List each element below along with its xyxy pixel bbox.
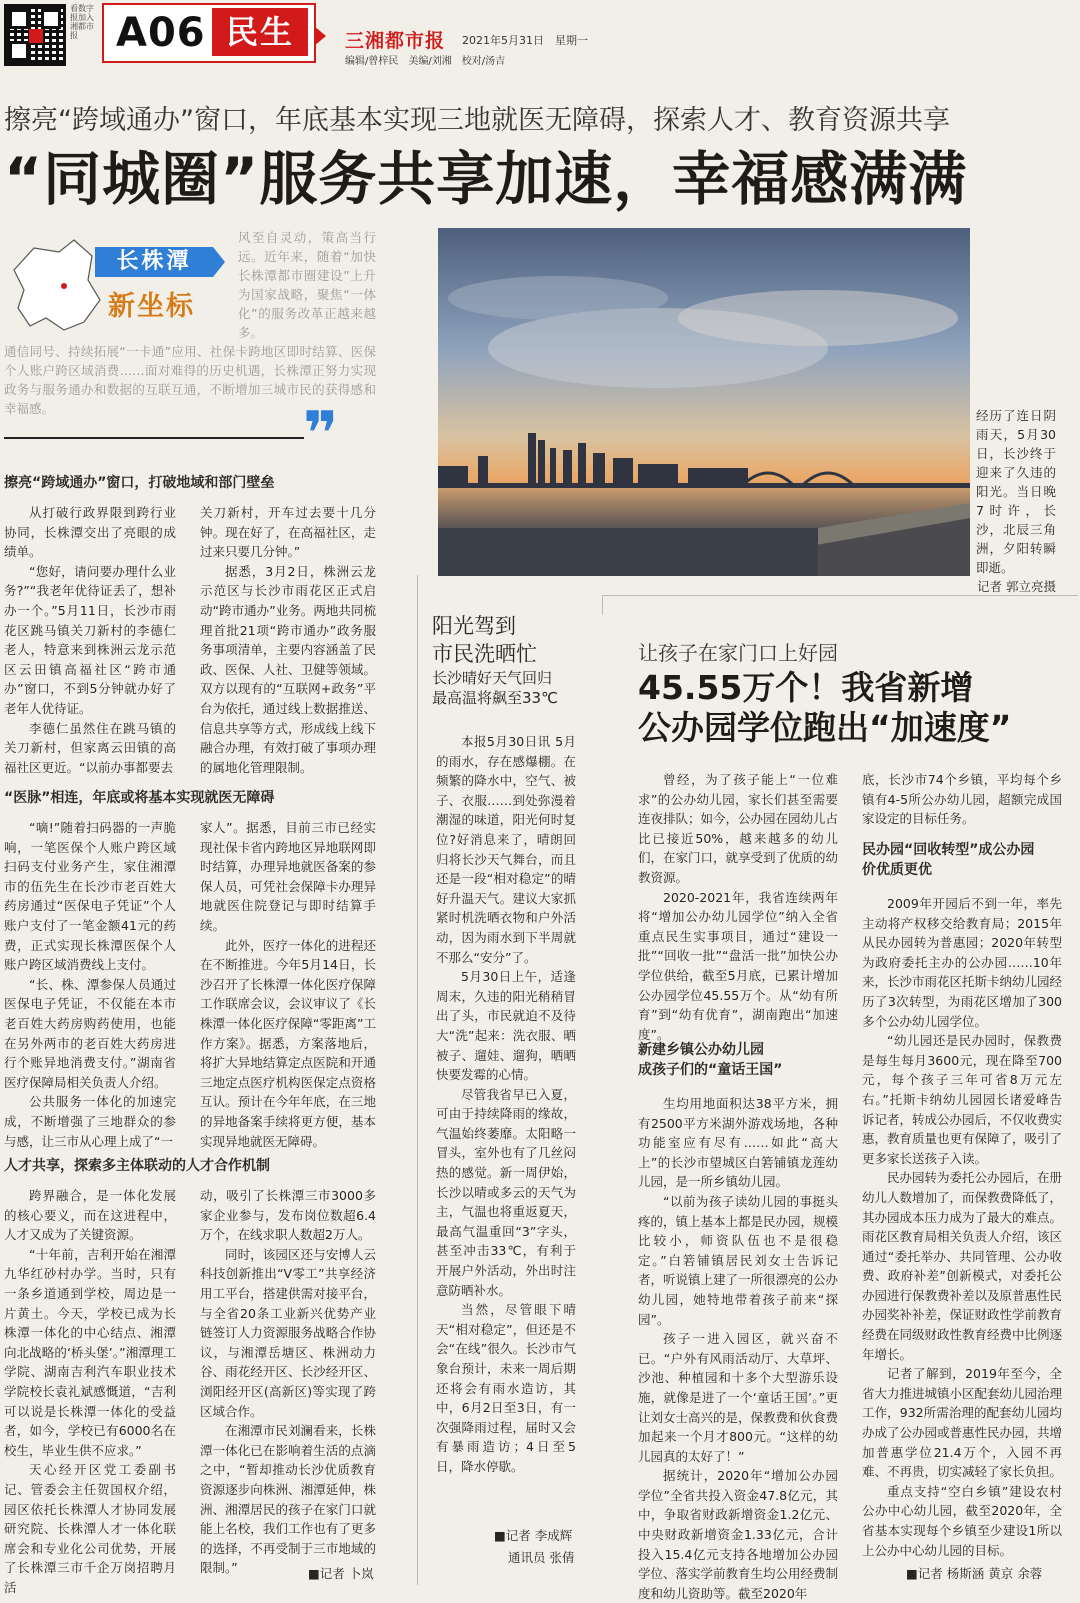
sunset-city-photo[interactable]	[438, 228, 970, 576]
kinder-kicker: 让孩子在家门口上好园	[638, 641, 838, 665]
paragraph: 民办园转为委托公办园后，在册幼儿人数增加了，而保教费降低了，其办园成本压力成为了最大的难点。雨花区教育局相关负责人介绍，该区通过“委托举办、共同管理、公办收费、政府补差”创新模式，对委托公办园进行保教费补差以及原普惠性民办园奖补补差，保证财政性学前教育经费在同级财政性教育经费中比例逐年增长。	[862, 1170, 1063, 1362]
section-label: 民生	[212, 8, 308, 56]
weather-byline2: 通讯员 张倩	[508, 1550, 575, 1565]
paragraph: 曾经，为了孩子能上“一位难求”的公办幼儿园，家长们甚至需要连夜排队；如今，公办园在园幼儿占比已接近50%，越来越多的幼儿们，在家门口，就享受到了优质的幼教资源。	[638, 772, 839, 885]
kinder-headline	[638, 668, 1011, 748]
section1-col-b	[200, 503, 376, 778]
weather-body	[436, 732, 576, 1512]
paragraph: 据悉，3月2日，株洲云龙示范区与长沙市雨花区正式启动“跨市通办”业务。两地共同梳理首批21项“跨市通办”政务服务事项清单，主要内容涵盖了民政、医保、人社、卫健等领域。双方以现有的“互联网+政务”平台为依托，通过线上数据推送、信息共享等方式，形成线上线下融合办理，有效打破了事项办理的属地化管理限制。	[200, 563, 376, 775]
qr-code[interactable]	[4, 4, 66, 66]
lede-part2: 通信同号、持续拓展“一卡通”应用、社保卡跨地区即时结算、医保个人账户跨区域消费……面对难得的历史机遇，长株潭正努力实现政务与服务通办和数据的互联互通，不断增加三城市民的获得感和幸福感。	[4, 344, 376, 416]
qr-side-text: 看数字报加入湘都市报	[70, 4, 94, 40]
paragraph: 天心经开区党工委副书记、管委会主任贺国权介绍，园区依托长株潭人才协同发展研究院、长株潭人才一体化联席会和专业化公司优势，开展了长株潭三市千企万岗招聘月活	[4, 1462, 176, 1595]
kinder-byline: ■记者 杨斯涵 黄京 余蓉	[906, 1566, 1043, 1581]
quote-icon: ❞	[303, 399, 339, 469]
staff-credits: 编辑/曾梓民 美编/刘湘 校对/汤吉	[345, 56, 506, 67]
paragraph: 生均用地面积达38平方米，拥有2500平方米湖外游戏场地，各种功能室应有尽有……如此“高大上”的长沙市望城区白箬铺镇龙莲幼儿园，是一所乡镇幼儿园。	[638, 1096, 838, 1190]
tag-arrow-icon	[213, 247, 225, 277]
paragraph: 尽管我省早已入夏，可由于持续降雨的缘故，气温始终萎靡。太阳略一冒头，室外也有了几丝闷热的感觉。新一周伊始，长沙以晴或多云的天气为主，气温也将重返夏天，最高气温重回“3”字头，甚至冲击33℃，有利于开展户外活动，外出时注意防晒补水。	[436, 1086, 576, 1298]
headline-kicker: 擦亮“跨域通办”窗口，年底基本实现三地就医无障碍，探索人才、教育资源共享	[4, 105, 950, 136]
paragraph: 5月30日上午，适逢周末，久违的阳光稍稍冒出了头，市民就迫不及待大“洗”起来：洗衣服、晒被子、遛娃、遛狗，晒晒快要发霉的心情。	[436, 969, 576, 1083]
paragraph: “您好，请问要办理什么业务?”“我老年优待证丢了，想补办一个。”5月11日，长沙市雨花区跳马镇关刀新村的李德仁老人，特意来到株洲云龙示范区云田镇高福社区“跨市通办”窗口，不到5分钟就办好了老年人优待证。	[4, 563, 176, 716]
arrow-icon	[314, 26, 326, 46]
paragraph: 底，长沙市74个乡镇，平均每个乡镇有4-5所公办幼儿园，超额完成国家设定的目标任务。	[862, 772, 1062, 827]
kinder-subhead2: 民办园“回收转型”成公办园 价优质更优	[862, 842, 1035, 878]
section2-col-b	[200, 818, 376, 1149]
paragraph: 本报5月30日讯 5月的雨水，存在感爆棚。在频繁的降水中，空气、被子、衣服……到处弥漫着潮湿的味道，阳光何时复位?好消息来了，晴朗回归将长沙天气舞台，而且还是一段“相对稳定”的晴好升温天气。建议大家抓紧时机洗晒衣物和户外活动，因为雨水到下半周就不那么“安分”了。	[436, 734, 576, 965]
kinder-col-b	[862, 770, 1062, 830]
topic-tag-line1: 长株潭	[95, 247, 213, 277]
photo-caption	[976, 406, 1056, 596]
paragraph: 跨界融合，是一体化发展的核心要义，而在这进程中，人才又成为了关键资源。	[4, 1188, 176, 1243]
paragraph: 在湘潭市民刘澜看来，长株潭一体化已在影响着生活的点滴之中，“暂却推动长沙优质教育资源逐步向株洲、湘潭延伸，株洲、湘潭居民的孩子在家门口就能上名校，我们工作也有了更多的选择，不再受制于三市地域的限制。”	[200, 1423, 376, 1576]
divider	[417, 575, 418, 1585]
section1-title: 擦亮“跨域通办”窗口，打破地域和部门壁垒	[4, 475, 275, 491]
weather-deck-line1: 长沙晴好天气回归	[432, 669, 553, 687]
paragraph: 此外，医疗一体化的进程还在不断推进。今年5月14日，长沙召开了长株潭一体化医疗保障工作联席会议，会议审议了《长株潭一体化医疗保障“零距离”工作方案》。据悉，方案落地后，将扩大异地结算定点医院和开通三地定点医疗机构医保定点资格互认。预计在今年年底，在三地的异地备案手续将更方便，基本实现异地就医无障碍。	[200, 937, 376, 1149]
section3-title: 人才共享，探索多主体联动的人才合作机制	[4, 1158, 270, 1174]
paragraph: 重点支持“空白乡镇”建设农村公办中心幼儿园，截至2020年，全省基本实现每个乡镇至少建设1所以上公办中心幼儿园的目标。	[862, 1483, 1062, 1558]
paragraph: “以前为孩子读幼儿园的事挺头疼的，镇上基本上都是民办园，规模比较小，师资队伍也不是很稳定。”白箬铺镇居民刘女士告诉记者，听说镇上建了一所很漂亮的公办幼儿园，她特地带着孩子前来“探园”。	[638, 1193, 839, 1327]
paragraph: 公共服务一体化的加速完成，不断增强了三地群众的参与感，让三市从心理上成了“一	[4, 1094, 176, 1149]
page-number: A06	[116, 10, 206, 56]
page-title: “同城圈”服务共享加速，幸福感满满	[4, 145, 968, 213]
paragraph: “幼儿园还是民办园时，保教费是每生每月3600元，现在降至700元，每个孩子三年可省8万元左右。”托斯卡纳幼儿园园长诸爱峰告诉记者，转成公办园后，不仅收费实惠，教育质量也更有保障了，吸引了更多家长送孩子入读。	[862, 1033, 1063, 1166]
kinder-headline-line2: 公办园学位跑出“加速度”	[638, 708, 1012, 747]
paragraph: 2020-2021年，我省连续两年将“增加公办幼儿园学位”纳入全省重点民生实事项目，通过“建设一批”“回收一批”“盘活一批”加快公办学位供给，截至5月底，已累计增加公办园学位45.55万个。从“幼有所育”到“幼有优育”，湖南跑出“加速度”。	[638, 889, 838, 1042]
weather-title-line2: 市民洗晒忙	[432, 642, 537, 666]
paragraph: 记者了解到，2019年至今，全省大力推进城镇小区配套幼儿园治理工作，932所需治理的配套幼儿园均办成了公办园或普惠性民办园，共增加普惠学位21.4万个，入园不再难、不再贵，切实减轻了家长负担。	[862, 1366, 1063, 1480]
section3-col-a	[4, 1186, 176, 1595]
paragraph: “嘀!”随着扫码器的一声脆响，一笔医保个人账户跨区域扫码支付业务产生，家住湘潭市的伍先生在长沙市老百姓大药房通过“医保电子凭证”个人账户支付了一笔金额41元的药费，正式实现长株潭医保个人账户跨区域消费线上支付。	[4, 820, 176, 973]
section2-title: “医脉”相连，年底或将基本实现就医无障碍	[4, 790, 275, 806]
weather-deck-line2: 最高温将飙至33℃	[432, 689, 558, 707]
section3-col-b	[200, 1186, 376, 1584]
divider	[4, 437, 304, 439]
kinder-subhead1: 新建乡镇公办幼儿园 成孩子们的“童话王国”	[638, 1042, 783, 1078]
weather-deck	[432, 668, 558, 708]
paragraph: 从打破行政界限到跨行业协同，长株潭交出了亮眼的成绩单。	[4, 505, 176, 560]
paragraph: “长、株、潭参保人员通过医保电子凭证，不仅能在本市老百姓大药房购药使用，也能在另外两市的老百姓大药房进行个账异地消费支付。”湖南省医疗保障局相关负责人介绍。	[4, 976, 176, 1090]
paragraph: “十年前，吉利开始在湘潭九华红砂村办学。当时，只有一条乡道通到学校，周边是一片黄土。今天，学校已成为长株潭一体化的中心结点、湘潭向北战略的‘桥头堡’。”湘潭理工学院、湖南吉利汽车职业技术学院校长袁礼斌感慨道，“吉利可以说是长株潭一体化的受益者，如今，学校已有6000名在校生，毕业生供不应求。”	[4, 1246, 176, 1458]
weather-byline1: ■记者 李成辉	[494, 1528, 573, 1543]
paragraph: 李德仁虽然住在跳马镇的关刀新村，但家离云田镇的高福社区更近。“以前办事都要去	[4, 720, 176, 775]
lede-part1: 风至自灵动，策高当行远。近年来，随着“加快长株潭都市圈建设”上升为国家战略，聚焦“一体化”的服务改革正越来越多。	[238, 230, 376, 340]
kinder-col-a2	[638, 1094, 839, 1601]
topic-tag-line2: 新坐标	[108, 291, 195, 322]
photo-credit: 记者 郭立亮摄	[977, 579, 1056, 594]
section3-byline: ■记者 卜岚	[308, 1566, 374, 1581]
section1-col-a	[4, 503, 176, 778]
caption-text: 经历了连日阴雨天，5月30日，长沙终于迎来了久违的阳光。当日晚7时许，长沙，北辰三角洲，夕阳转瞬即逝。	[976, 408, 1056, 575]
divider	[602, 595, 603, 615]
issue-date: 2021年5月31日 星期一	[462, 34, 588, 47]
kinder-col-b2	[862, 894, 1063, 1558]
paragraph: 同时，该园区还与安博人云科技创新推出“V零工”共享经济用工平台，搭建供需对接平台，与全省20条工业新兴优势产业链签订人力资源服务战略合作协议，与湘潭岳塘区、株洲动力谷、雨花经开区、长沙经开区、浏阳经开区(高新区)等实现了跨区域合作。	[200, 1246, 376, 1419]
divider	[602, 595, 1078, 596]
paragraph: 动，吸引了长株潭三市3000多家企业参与，发布岗位数超6.4万个，在线求职人数超2万人。	[200, 1188, 376, 1243]
paragraph: 家人”。据悉，目前三市已经实现社保卡省内跨地区异地联网即时结算，办理异地就医备案的参保人员，可凭社会保障卡办理异地就医住院登记与即时结算手续。	[200, 820, 376, 933]
paragraph: 当然，尽管眼下晴天“相对稳定”，但还是不会“在线”很久。长沙市气象台预计，未来一周后期还将会有雨水造访，其中，6月2日至3日，有一次强降雨过程，届时又会有暴雨造访；4日至5日，降水停歇。	[436, 1302, 576, 1474]
weather-title	[432, 612, 537, 668]
kinder-headline-line1: 45.55万个！我省新增	[638, 668, 974, 707]
paper-name: 三湘都市报	[345, 30, 446, 52]
kinder-col-a	[638, 770, 839, 1042]
paragraph: 孩子一进入园区，就兴奋不已。“户外有风雨活动厅、大草坪、沙池、种植园和十多个大型游乐设施，就像是进了一个‘童话王国’。”更让刘女士高兴的是，保教费和伙食费加起来一个月才800元。“这样的幼儿园真的太好了！”	[638, 1331, 839, 1464]
paragraph: 关刀新村，开车过去要十几分钟。现在好了，在高福社区，走过来只要几分钟。”	[200, 505, 376, 560]
weather-title-line1: 阳光驾到	[432, 614, 516, 638]
section2-col-a	[4, 818, 176, 1149]
paragraph: 2009年开园后不到一年，率先主动将产权移交给教育局；2015年从民办园转为普惠园；2020年转型为政府委托主办的公办园……10年来，长沙市雨花区托斯卡纳幼儿园经历了3次转型，为雨花区增加了300多个公办幼儿园学位。	[862, 896, 1063, 1029]
paragraph: 据统计，2020年“增加公办园学位”全省共投入资金47.8亿元，其中，争取省财政新增资金1.2亿元、中央财政新增资金1.33亿元，合计投入15.4亿元支持各地增加公办园学位、落实学前教育生均公用经费制度和幼儿资助等。截至2020年	[638, 1468, 839, 1601]
